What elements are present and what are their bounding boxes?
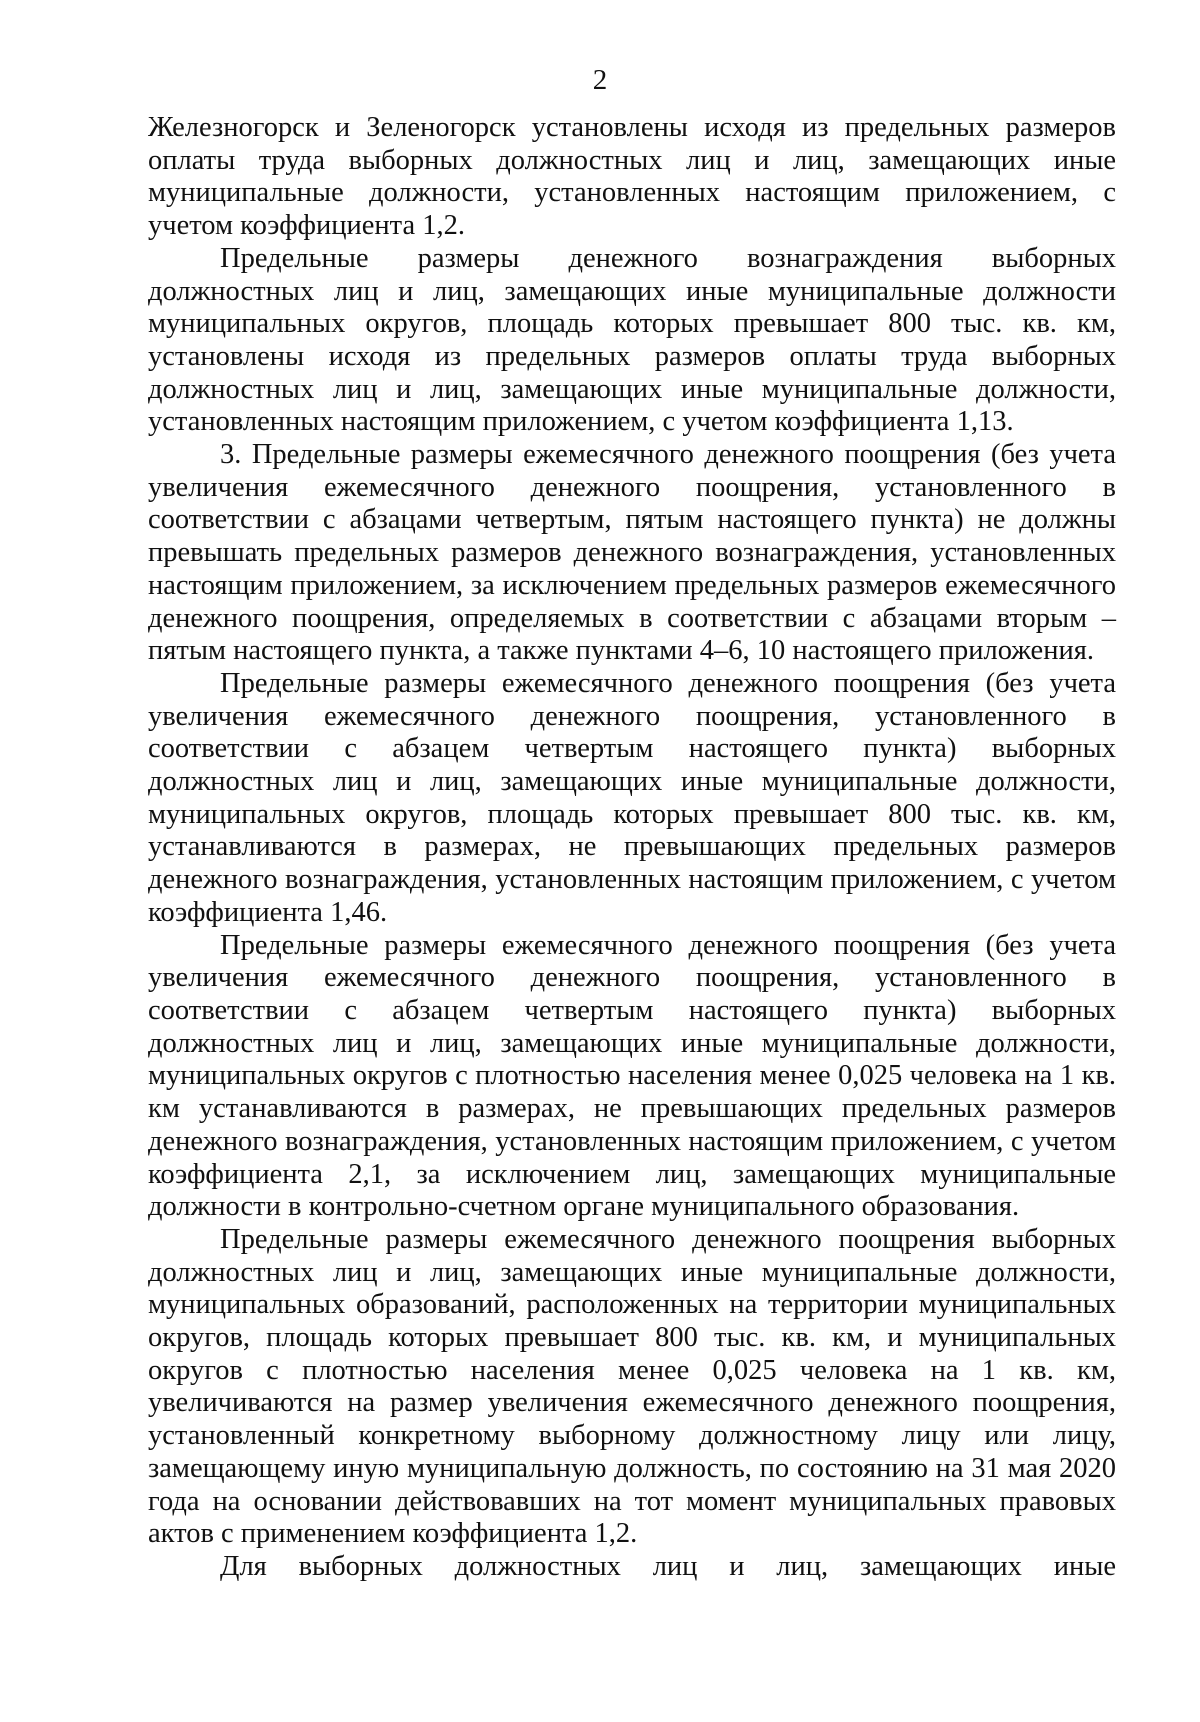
paragraph-trailing-fragment: Для выборных должностных лиц и лиц, замещающих иные <box>220 1550 1116 1582</box>
paragraph-item-3: 3. Предельные размеры ежемесячного денежного поощрения (без учета увеличения ежемесячного денежного поощрения, установленного в соответствии с абзацами четвертым, пятым настоящего пункта) не должны превышать предельных размеров денежного вознаграждения, установленных настоящим приложением, за исключением предельных размеров ежемесячного денежного поощрения, определяемых в соответствии с абзацами вторым – пятым настоящего пункта, а также пунктами 4–6, 10 настоящего приложения. <box>148 439 1116 667</box>
page-number: 2 <box>592 64 608 96</box>
paragraph-bonus-large-districts: Предельные размеры ежемесячного денежного поощрения (без учета увеличения ежемесячного денежного поощрения, установленного в соответствии с абзацем четвертым настоящего пункта) выборных должностных лиц и лиц, замещающих иные муниципальные должности, муниципальных округов, площадь которых превышает 800 тыс. кв. км, устанавливаются в размерах, не превышающих предельных размеров денежного вознаграждения, установленных настоящим приложением, с учетом коэффициента 1,46. <box>148 667 1116 928</box>
document-body <box>148 112 1116 1584</box>
paragraph-continuation: Железногорск и Зеленогорск установлены исходя из предельных размеров оплаты труда выборных должностных лиц и лиц, замещающих иные муниципальные должности, установленных настоящим приложением, с учетом коэффициента 1,2. <box>148 112 1116 242</box>
paragraph-bonus-increase: Предельные размеры ежемесячного денежного поощрения выборных должностных лиц и лиц, замещающих иные муниципальные должности, муниципальных образований, расположенных на территории муниципальных округов, площадь которых превышает 800 тыс. кв. км, и муниципальных округов с плотностью населения менее 0,025 человека на 1 кв. км, увеличиваются на размер увеличения ежемесячного денежного поощрения, установленный конкретному выборному должностному лицу или лицу, замещающему иную муниципальную должность, по состоянию на 31 мая 2020 года на основании действовавших на тот момент муниципальных правовых актов с применением коэффициента 1,2. <box>148 1223 1116 1550</box>
paragraph-remuneration-large-districts: Предельные размеры денежного вознаграждения выборных должностных лиц и лиц, замещающих иные муниципальные должности муниципальных округов, площадь которых превышает 800 тыс. кв. км, установлены исходя из предельных размеров оплаты труда выборных должностных лиц и лиц, замещающих иные муниципальные должности, установленных настоящим приложением, с учетом коэффициента 1,13. <box>148 242 1116 438</box>
paragraph-bonus-low-density: Предельные размеры ежемесячного денежного поощрения (без учета увеличения ежемесячного денежного поощрения, установленного в соответствии с абзацем четвертым настоящего пункта) выборных должностных лиц и лиц, замещающих иные муниципальные должности, муниципальных округов с плотностью населения менее 0,025 человека на 1 кв. км устанавливаются в размерах, не превышающих предельных размеров денежного вознаграждения, установленных настоящим приложением, с учетом коэффициента 2,1, за исключением лиц, замещающих муниципальные должности в контрольно-счетном органе муниципального образования. <box>148 929 1116 1223</box>
